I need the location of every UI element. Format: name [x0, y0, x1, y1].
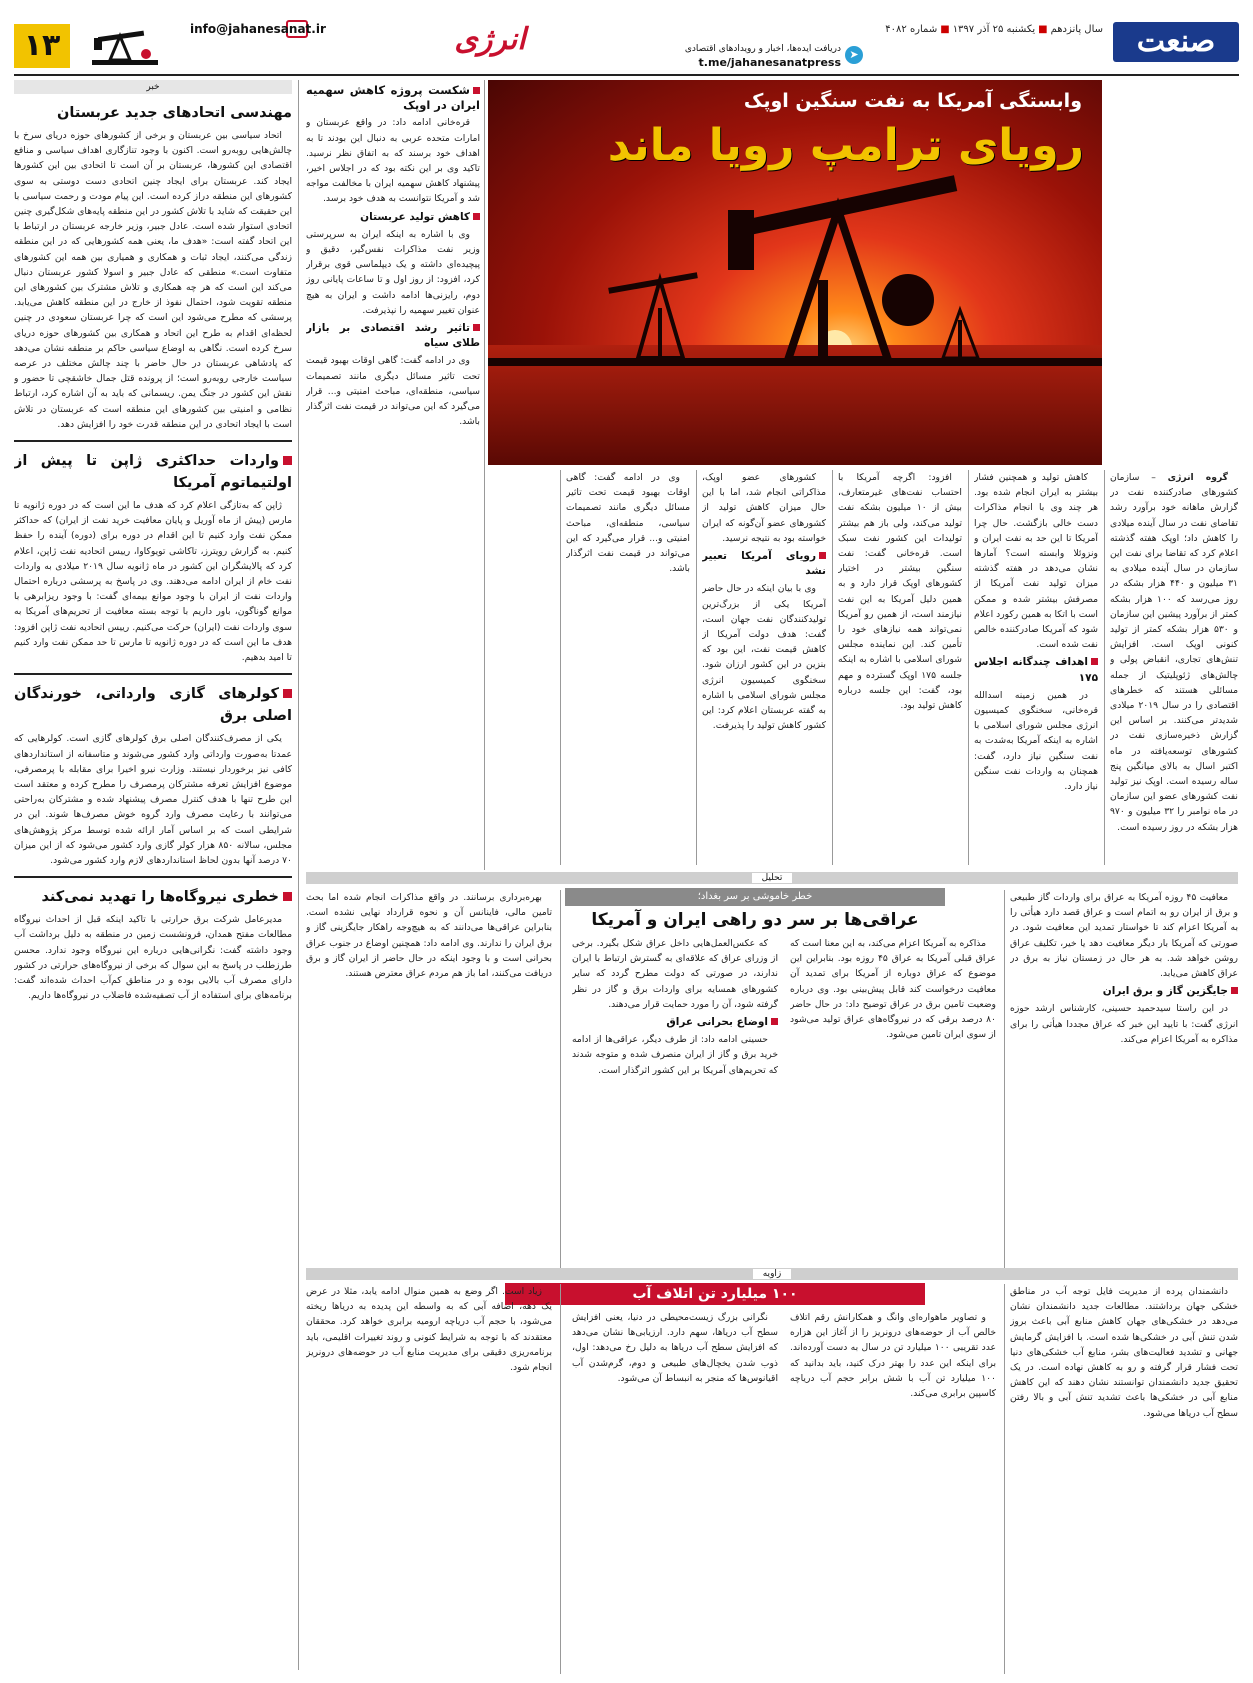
article-body-saudi: اتحاد سیاسی بین عربستان و برخی از کشورهای حوزه دریای سرخ با چالش‌هایی روبه‌رو است. اکنون با وجود تنازگاری اهداف سیاسی و منافع اقتصادی این کشورها، عربستان بر آن است تا اتحادی بین این کشورها ایجاد کند. عربستان برای ایجاد چنین اتحادی دست دوستی به سوی کشورهای این منطقه دراز کرده است. این پیام مودت و رحمت سیاسی با این حقیقت که شاید با تلاش کشور در این منطقه پایه‌های شکل‌گیری چنین اتحادی استوار شده است. عادل جبیر، وزیر خارجه عربستان در ارتباط با این اتحاد گفته است: «هدف ما، یعنی همه کشورهایی که در این منطقه زندگی می‌کنند، ایجاد ثبات و همکاری و همیاری بین همه این کشورهای متفاوت است.» منطقی که عادل جبیر و اسولا کشور عربستان دنبال می‌کند این است که هر چه همکاری و تلاش مشترک بین کشورهای این منطقه تقویت شود، احتمال نفوذ از خارج در این منطقه کاهش می‌یابد. پرسشی که مطرح می‌شود این است که چرا عربستان سعودی در چنین لحظه‌ای اقدام به طرح این اتحاد و همکاری بین کشورهای حوزه دریای سرخ کرده است. نگاهی به اوضاع سیاسی حاکم بر منطقه نشان می‌دهد که پادشاهی عربستان در حال حاضر با چند چالش مختلف در عرصه سیاست خارجی روبه‌رو است؛ از پرونده قتل جمال خاشقچی تا حضور و نقش این کشور در جنگ یمن. ریسمانی که باید به آن اشاره کرد، ارتباط نظامی و امنیتی بین کشورهای این منطقه است که عربستان در تلاش است با ایجاد اتحادی در این منطقه قدرت خود را افزایش دهد. [14, 130, 292, 430]
iraq-col-4 [306, 890, 552, 1270]
water-headline[interactable]: ۱۰۰ میلیارد تن اتلاف آب [505, 1283, 925, 1305]
article-title-japan-text: واردات حداکثری ژاپن تا پیش از اولتیماتوم آمریکا [14, 453, 292, 492]
column-4-sub-body: وی با بیان اینکه در حال حاضر آمریکا یکی از بزرگ‌ترین تولیدکنندگان نفت جهان است، گفت: هدف دولت آمریکا از کاهش قیمت نفت، این بود که بنزین در این کشور ارزان شود. سخنگوی کمیسیون انرژی مجلس شورای اسلامی با اشاره به گفته عربستان اعلام کرد: این کشور کاهش تولید را پذیرفت. [702, 583, 826, 732]
column-iran-opec [306, 80, 480, 870]
bullet-icon [283, 689, 292, 698]
iraq-col-3-sub: حسینی ادامه داد: از طرف دیگر، عراقی‌ها از ادامه خرید برق و گاز از ایران منصرف شده و متوجه شدند که تحریم‌های آمریکا بر این کشور اثرگذار است. [572, 1034, 778, 1076]
iraq-col-2-body: مذاکره به آمریکا اعزام می‌کند، به این معنا است که عراق قبلی آمریکا به عراق ۴۵ روزه بود. بنابراین این موضوع که عراق دوباره از آمریکا برای تمدید آن معافیت درخواست کند قابل پیش‌بینی بود. وی درباره وضعیت تامین برق در عراق توضیح داد: در حال حاضر ۸۰ درصد برقی که در نیروگاه‌های عراق تولید می‌شود از سوی ایران تامین می‌شود. [790, 938, 996, 1041]
column-rule [560, 890, 561, 1270]
column-opec [1110, 470, 1238, 870]
oil-pump-icon [90, 26, 160, 66]
telegram-block[interactable] [661, 44, 859, 69]
article-body-aircon: یکی از مصرف‌کنندگان اصلی برق کولرهای گازی است. کولرهایی که عمدتا به‌صورت وارداتی وارد کشور می‌شوند و متاسفانه از استانداردهای کافی نیز برخوردار نیستند. وزارت نیرو اخیرا برای مقابله با پرمصرفی، موضوع افزایش تعرفه مشترکان پرمصرف را مطرح کرده و معتقد است این طرح تنها با هدف کنترل مصرف پیشنهاد شده و مشترکان به‌راحتی می‌توانند با رعایت مصرف وارد گروه خوش مصرف‌ها شوند. این در شرایطی است که بر اساس آمار ارائه شده توسط مرکز پژوهش‌های مجلس، سالانه ۸۵۰ هزار کولر گازی وارد کشور می‌شود که از این میزان ۷۰ درصد آنها بدون لحاظ استانداردهای لازم وارد کشور می‌شود. [14, 733, 292, 866]
column-5-sub-body: وی در ادامه گفت: گاهی اوقات بهبود قیمت تحت تاثیر مسائل دیگری مانند تصمیمات سیاسی، منطقه‌ای، مباحث امنیتی و... قرار می‌گیرد که این می‌تواند در قیمت نفت اثرگذار باشد. [566, 472, 690, 575]
column-2-sub-body: در همین زمینه اسدالله قره‌خانی، سخنگوی کمیسیون انرژی مجلس شورای اسلامی با اشاره به اینکه آمریکا به‌شدت به نفت سنگین نیاز دارد، گفت: همچنان به واردات نفت سنگین نیاز دارد. [974, 689, 1098, 793]
bullet-icon [771, 1018, 778, 1025]
divider [14, 673, 292, 675]
hero-image [488, 80, 1102, 465]
issue-number: شماره ۴۰۸۲ [885, 24, 938, 35]
subhead-175 [974, 655, 1098, 685]
bullet-icon [283, 456, 292, 465]
subhead-quota[interactable] [306, 83, 480, 113]
hero-headline[interactable]: رویای ترامپ رویا ماند [607, 120, 1084, 171]
column-5 [566, 470, 690, 870]
column-2-body: کاهش تولید و همچنین فشار بیشتر به ایران انجام شده بود. هر چند وی با انجام مذاکرات دست خالی بازگشت. حال چرا آمریکا تا این حد به نفت ایران و ونزوئلا وابسته است؟ آمارها نشان می‌دهد در هفته گذشته میزان تولید نفت آمریکا از مصرفش بیشتر شده و ممکن است با اتکا به همین رکورد اعلام شود که آمریکا صادرکننده خالص نفت شده است. [974, 472, 1098, 651]
quota-body: قره‌خانی ادامه داد: در واقع عربستان و امارات متحده عربی به دنبال این بودند تا به اهداف خود برسند که به اتفاق نظر نرسید. تاکید وی بر این نکته بود که در اجلاس اخیر، پیشنهاد کاهش سهمیه ایران با مخالفت مواجه شد و آمریکا نتوانست به هدف خود برسد. [306, 117, 480, 205]
column-rule [1004, 1284, 1005, 1674]
subhead-quota-text: شکست پروژه کاهش سهمیه ایران در اوپک [306, 83, 480, 113]
water-col-2 [790, 1310, 996, 1674]
subhead-growth-text: تاثیر رشد اقتصادی بر بازار طلای سیاه [306, 322, 480, 350]
angle-band [306, 1268, 1238, 1280]
column-rule [832, 470, 833, 865]
email-address[interactable]: info@jahanesanat.ir [190, 22, 326, 36]
iraq-kicker: خطر خاموشی بر سر بغداد؛ [565, 888, 945, 906]
bullet-icon [1231, 987, 1238, 994]
column-3 [838, 470, 962, 870]
column-rule [560, 1284, 561, 1674]
news-tag: خبر [14, 80, 292, 94]
lead-body: سازمان کشورهای صادرکننده نفت در گزارش ماهانه خود برآورد رشد تقاضای نفت در سال آینده میلادی را کاهش داد؛ اوپک هفته گذشته اعلام کرد که تقاضا برای نفت این سازمان در سال آینده میلادی به ۳۱ میلیون و ۴۴۰ هزار بشکه در روز می‌رسد که ۱۰۰ هزار بشکه کمتر از برآورد پیشین این سازمان و ۵۳۰ هزار بشکه کمتر از تولید کنونی اوپک است. افزایش تنش‌های تجاری، انقباض پولی و چالش‌های ژئوپلیتیک از جمله مسائلی هستند که خطرهای اقتصادی را در سال ۲۰۱۹ میلادی شدیدتر می‌کنند. بر اساس این گزارش ذخیره‌سازی نفت در کشورهای توسعه‌یافته در ماه اکتبر اسال به بالای میانگین پنج ساله رسیده است. اوپک نیز تولید نفت کشورهای عضو این سازمان در ماه نوامبر را ۳۲ میلیون و ۹۷۰ هزار بشکه در روز رسیده است. [1110, 472, 1238, 833]
section-title: انرژی [454, 22, 526, 57]
water-col-1-body: دانشمندان پرده از مدیریت فایل توجه آب در مناطق خشکی جهان برداشتند. مطالعات جدید دانشمندان نشان می‌دهد در خشکی‌های جهان کاهش منابع آبی باعث بروز شدن تنش آبی در خشکی‌ها شده است. با افزایش گرمایش جهانی و تشدید فعالیت‌های بشر، منابع آب خشکی‌های دنیا تحت فشار قرار گرفته و رو به کاهش نهاده است. در یک تحقیق جدید دانشمندان توانستند نشان دهند که این کاهش منابع آبی در خشکی‌ها باعث تشدید تنش آبی و بالا رفتن سطح آب دریاها می‌شود. [1010, 1286, 1238, 1419]
subhead-dream-text: رویای آمریکا تعبیر نشد [702, 550, 826, 578]
issue-year: سال پانزدهم [1050, 24, 1103, 35]
telegram-url[interactable]: t.me/jahanesanatpress [698, 56, 841, 69]
growth-body: وی در ادامه گفت: گاهی اوقات بهبود قیمت تحت تاثیر مسائل دیگری مانند تصمیمات سیاسی، منطقه‌ای، مباحث امنیتی و... قرار می‌گیرد که این می‌تواند در قیمت نفت اثرگذار باشد. [306, 355, 480, 428]
newspaper-logo[interactable]: صنعت [1113, 22, 1239, 62]
analysis-band [306, 872, 1238, 884]
subhead-iraq-crisis [572, 1015, 778, 1030]
column-3-body: افزود: اگرچه آمریکا با احتساب نفت‌های غیرمتعارف، بیش از ۱۰ میلیون بشکه نفت تولید می‌کند، ولی باز هم بیشتر تولیدات این کشور نفت سبک است. قره‌خانی گفت: نفت سنگین بیشتر در اختیار کشورهای اوپک قرار دارد و به همین دلیل آمریکا به این نفت نیازمند است، از همین رو آمریکا نمی‌تواند همه نیازهای خود را تأمین کند. این نماینده مجلس شورای اسلامی با اشاره به اینکه جلسه ۱۷۵ اوپک گسترده و مهم بود، گفت: این جلسه درباره کاهش تولید بود. [838, 472, 962, 712]
bullet-icon [1091, 658, 1098, 665]
masthead-rule [14, 74, 1239, 76]
subhead-iraq-replace-text: جایگزین گاز و برق ایران [1102, 985, 1228, 998]
analysis-band-label: تحلیل [752, 873, 793, 883]
divider [14, 440, 292, 442]
article-title-powerplants[interactable] [14, 886, 292, 908]
bullet-icon [473, 213, 480, 220]
iraq-col-3-body: که عکس‌العمل‌هایی داخل عراق شکل بگیرد. برخی از وزرای عراق که علاقه‌ای به گسترش ارتباط با ایران ندارند، در صورتی که دولت مطرح گردد که سایر کشورهای همسایه برای واردات برق و گاز در نظر گرفته شود، آن را مورد حمایت قرار می‌دهند. [572, 938, 778, 1010]
water-col-4-body: زیاد است. اگر وضع به همین منوال ادامه یابد، مثلا در عرض یک دهه، اضافه آبی که به واسطه این پدیده به دریاها ریخته می‌شود، با حجم آب دریاچه ارومیه برابری خواهد کرد. محققان معتقدند که با توجه به شرایط کنونی و روند تغییرات اقلیمی، باید برنامه‌ریزی دقیقی برای مدیریت منابع آب در حوضه‌های درونریز انجام شود. [306, 1286, 552, 1374]
water-col-3 [572, 1310, 778, 1674]
column-rule [968, 470, 969, 865]
divider [14, 876, 292, 878]
subhead-saudi-output-text: کاهش تولید عربستان [360, 210, 470, 223]
column-rule [298, 80, 299, 1670]
telegram-caption: دریافت ایده‌ها، اخبار و رویدادهای اقتصادی [684, 44, 841, 54]
saudi-output-body: وی با اشاره به اینکه ایران به سرپرستی وزیر نفت مذاکرات نفس‌گیر، دقیق و پیچیده‌ای داشته و یک دیپلماسی قوی برقرار کرد، افزود: از روز اول و تا ساعات پایانی روز دوم، رایزنی‌ها ادامه داشت و ایران به هیچ عنوان تغییر سهمیه را نپذیرفت. [306, 228, 480, 316]
water-col-1 [1010, 1284, 1238, 1674]
iraq-col-3 [572, 936, 778, 1270]
left-column [14, 96, 292, 1671]
telegram-icon: ➤ [845, 46, 863, 64]
article-title-powerplants-text: خطری نیروگاه‌ها را تهدید نمی‌کند [41, 889, 279, 906]
hero-kicker: وابستگی آمریکا به نفت سنگین اوپک [743, 90, 1082, 112]
subhead-dream [702, 549, 826, 579]
bullet-icon [819, 552, 826, 559]
lead-paragraph: گروه انرژی – سازمان کشورهای صادرکننده نفت در گزارش ماهانه خود برآورد رشد تقاضای نفت در سال آینده میلادی را کاهش داد؛ اوپک هفته گذشته اعلام کرد که تقاضا برای نفت این سازمان در سال آینده میلادی به ۳۱ میلیون و ۴۴۰ هزار بشکه در روز می‌رسد که ۱۰۰ هزار بشکه کمتر از برآورد پیشین این سازمان و ۵۳۰ هزار بشکه کمتر از تولید کنونی اوپک است. افزایش تنش‌های تجاری، انقباض پولی و چالش‌های ژئوپلیتیک از جمله مسائلی هستند که خطرهای اقتصادی را در سال ۲۰۱۹ میلادی شدیدتر می‌کنند. بر اساس این گزارش ذخیره‌سازی نفت در کشورهای توسعه‌یافته در ماه اکتبر اسال به بالای میانگین پنج ساله رسیده است. اوپک نیز تولید نفت کشورهای عضو این سازمان در ماه نوامبر را ۳۲ میلیون و ۹۷۰ هزار بشکه در روز رسیده است. [1110, 472, 1238, 833]
issue-line: سال پانزدهم■یکشنبه ۲۵ آذر ۱۳۹۷■شماره ۴۰۸۲ [885, 24, 1103, 35]
subhead-saudi-output [306, 210, 480, 225]
article-title-aircon-text: کولرهای گازی وارداتی، خورندگان اصلی برق [14, 686, 292, 725]
column-rule [1004, 890, 1005, 1270]
iraq-col-4-body: بهره‌برداری برسانند. در واقع مذاکرات انجام شده اما بحث تامین مالی، فاینانس آن و نحوه قرارداد نهایی نشده است. بنابراین عراقی‌ها می‌دانند که به هیچ‌وجه راهکار جایگزینی گاز و برق ایران را ندارند. وی ادامه داد: همچنین اوضاع در جنوب عراق بحرانی است و با وجود اینکه در حال حاضر از ایران گاز و برق دریافت می‌کنند، اما باز هم مردم عراق معترض هستند. [306, 892, 552, 980]
iraq-col-2 [790, 936, 996, 1270]
column-2 [974, 470, 1098, 870]
bullet-icon [473, 324, 480, 331]
column-rule [484, 80, 485, 870]
article-body-japan: ژاپن که به‌تازگی اعلام کرد که هدف ما این است که در دوره ژانویه تا مارس (پیش از ماه آوریل و پایان معافیت خرید نفت از ایران) که حداکثر ممکن نفت وارد کنیم تا این اقدام در دوره برای (دوره) آینده را حفظ کنیم. به گزارش رویترز، تاکاشی تویوکاوا، رییس اتحادیه نفت ژاپن، اعلام کرد که پالایشگران این کشور در ماه ژانویه سال ۲۰۱۹ میلادی به واردات نفت خام از ایران ادامه می‌دهند. وی در پاسخ به پرسشی درباره احتمال واردات نفت از ایران با وجود موانع بیمه‌ای گفت: با وجود ریزابرهی با موانع گوناگون، باور داریم با توجه بسته معافیت از تحریم‌های آمریکا به سوی واردات نفت (ایران) حرکت می‌کنیم. رییس اتحادیه نفت ژاپن افزود: هدف ما این است که در دوره ژانویه تا مارس تا حد ممکن نفت وارد کنیم تا امید بدهیم. [14, 500, 292, 664]
iraq-headline[interactable]: عراقی‌ها بر سر دو راهی ایران و آمریکا [591, 910, 919, 930]
bullet-icon [283, 892, 292, 901]
water-col-4 [306, 1284, 552, 1674]
column-4 [702, 470, 826, 870]
article-title-japan[interactable] [14, 450, 292, 494]
column-4-body: کشورهای عضو اوپک، مذاکراتی انجام شد، اما با این حال میزان کاهش تولید از کشورهای عضو آن‌گونه که ایران خواسته بود به نتیجه نرسید. [702, 472, 826, 544]
masthead [0, 0, 1253, 76]
issue-date: یکشنبه ۲۵ آذر ۱۳۹۷ [952, 24, 1036, 35]
page-number: ۱۳ [14, 24, 70, 68]
subhead-175-text: اهداف چندگانه اجلاس ۱۷۵ [974, 656, 1098, 684]
water-col-3-body: نگرانی بزرگ زیست‌محیطی در دنیا، یعنی افزایش سطح آب دریاها، سهم دارد. ارزیابی‌ها نشان می‌دهد که افزایش سطح آب دریاها به دلیل رخ می‌دهد: اول، ذوب شدن یخچال‌های طبیعی و دوم، گرم‌شدن آب اقیانوس‌ها که منجر به انبساط آن می‌شود. [572, 1312, 778, 1384]
article-title-saudi[interactable]: مهندسی اتحادهای جدید عربستان [57, 105, 292, 121]
angle-band-label: زاویه [753, 1269, 792, 1279]
article-title-aircon[interactable] [14, 683, 292, 727]
lead-head: گروه انرژی [1167, 472, 1228, 483]
iraq-col-1 [1010, 890, 1238, 1270]
water-col-2-body: و تصاویر ماهواره‌ای وانگ و همکارانش رقم اتلاف خالص آب از حوضه‌های درونریز را از آغاز این هزاره عدد تقریبی ۱۰۰ میلیارد تن در سال به دست آورده‌اند. برای اینکه این عدد را بهتر درک کنید، باید بدانید که ۱۰۰ میلیارد تن آب با شش برابر حجم آب دریاچه کاسپین برابری می‌کند. [790, 1312, 996, 1400]
bullet-icon [473, 87, 480, 94]
subhead-iraq-replace [1010, 984, 1238, 999]
column-rule [560, 470, 561, 865]
article-body-powerplants: مدیرعامل شرکت برق حرارتی با تاکید اینکه قبل از احداث نیروگاه مطالعات مفتح همدان، فرونشست زمین در منطقه به دلیل برداشت آب وجود داشته گفت: نگرانی‌هایی درباره این نیروگاه وجود ندارد. محسن طرزطلب در پاسخ به این سوال که برخی از نیروگاه‌های حرارتی در کشور دارای مصرف آب بالایی بوده و در مناطق کم‌آب احداث شده‌اند گفت: برنامه‌های برای استفاده از آب تصفیه‌شده فاضلاب در نیروگاه‌ها داریم. [14, 914, 292, 1002]
subhead-growth [306, 321, 480, 351]
subhead-iraq-crisis-text: اوضاع بحرانی عراق [666, 1016, 768, 1029]
column-rule [696, 470, 697, 865]
column-rule [1104, 470, 1105, 865]
iraq-col-1-sub: در این راستا سیدحمید حسینی، کارشناس ارشد حوزه انرژی گفت: با تایید این خبر که عراق مجددا هیأتی را برای مذاکره به آمریکا اعزام می‌کند. [1010, 1003, 1238, 1045]
iraq-col-1-body: معافیت ۴۵ روزه آمریکا به عراق برای واردات گاز طبیعی و برق از ایران رو به اتمام است و عراق قصد دارد هیأتی را به آمریکا اعزام کند تا خواستار تمدید این معافیت شود. در صورتی که آمریکا بار دیگر معافیت دهد یا خیر، تکلیف عراق روشن خواهد شد. به هر حال در زمستان نیاز به برق در عراق کاهش می‌یابد. [1010, 892, 1238, 980]
